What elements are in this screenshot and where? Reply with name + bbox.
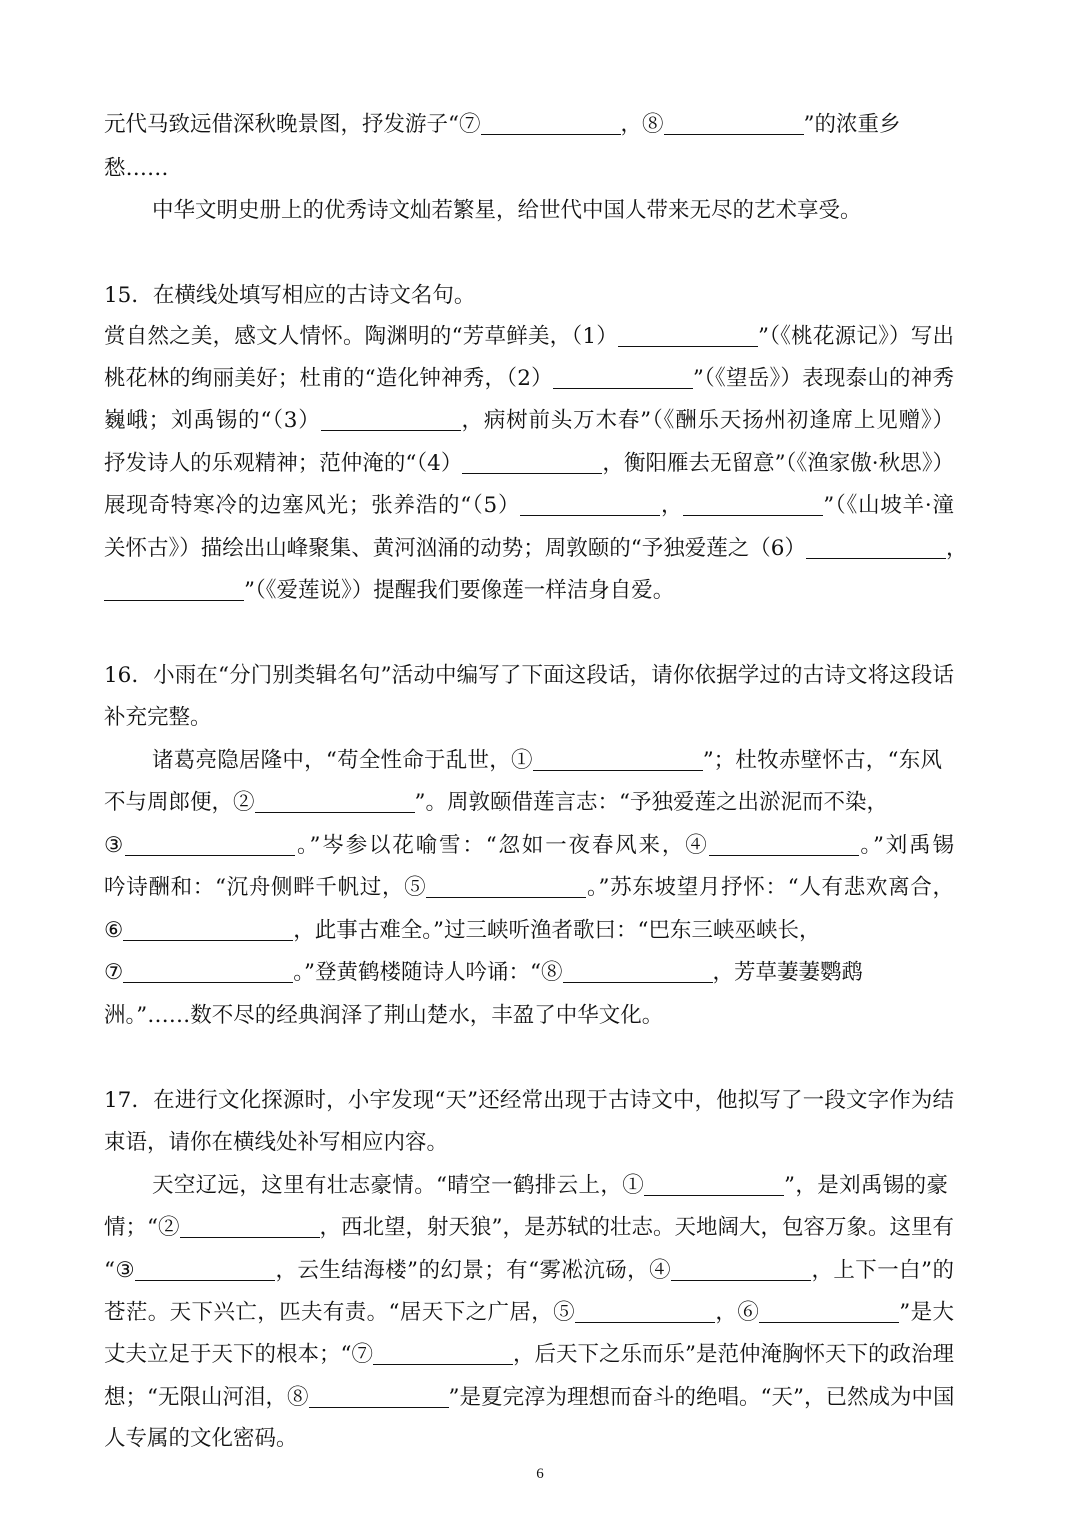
answer-blank-4[interactable] bbox=[709, 833, 859, 856]
q15-line-3: 巍峨；刘禹锡的“（3） ，病树前头万木春”（《酬乐天扬州初逢席上见赠》） bbox=[104, 408, 954, 433]
q15-title: 15．在横线处填写相应的古诗文名句。 bbox=[104, 283, 476, 308]
page-number: 6 bbox=[536, 1466, 544, 1482]
answer-blank-2[interactable] bbox=[180, 1215, 320, 1238]
answer-blank-8[interactable] bbox=[309, 1385, 449, 1408]
q16-line-4: 吟诗酬和：“沉舟侧畔千帆过，⑤ 。”苏东坡望月抒怀：“人有悲欢离合， bbox=[104, 875, 954, 900]
answer-blank[interactable] bbox=[664, 112, 804, 135]
q16-line-3: ③ 。”岑参以花喻雪：“忽如一夜春风来，④ 。”刘禹锡 bbox=[104, 833, 954, 858]
q17-line-4: 苍茫。天下兴亡，匹夫有责。“居天下之广居，⑤ ，⑥ ”是大 bbox=[104, 1300, 954, 1325]
answer-blank-8[interactable] bbox=[563, 960, 713, 983]
answer-blank-3[interactable] bbox=[135, 1258, 275, 1281]
q15-line-2: 桃花林的绚丽美好；杜甫的“造化钟神秀，（2） ”（《望岳》）表现泰山的神秀 bbox=[104, 366, 954, 391]
answer-blank-1[interactable] bbox=[644, 1173, 784, 1196]
answer-blank-7[interactable] bbox=[123, 960, 293, 983]
q15-line-1: 赏自然之美，感文人情怀。陶渊明的“芳草鲜美，（1） ”（《桃花源记》）写出 bbox=[104, 324, 954, 349]
q17-line-1: 天空辽远，这里有壮志豪情。“晴空一鹤排云上，① ”，是刘禹锡的豪 bbox=[152, 1173, 948, 1198]
q16-line-1: 诸葛亮隐居隆中，“苟全性命于乱世，① ”；杜牧赤壁怀古，“东风 bbox=[152, 748, 942, 773]
q15-line-6: 关怀古》）描绘出山峰聚集、黄河汹涌的动势；周敦颐的“予独爱莲之（6） ， bbox=[104, 536, 968, 561]
answer-blank-6[interactable] bbox=[759, 1300, 899, 1323]
q17-line-3: “③ ，云生结海楼”的幻景；有“雾凇沆砀，④ ，上下一白”的 bbox=[104, 1258, 954, 1283]
q16-line-5: ⑥ ，此事古难全。”过三峡听渔者歌曰：“巴东三峡巫峡长， bbox=[104, 918, 821, 943]
q16-title-line-1: 16．小雨在“分门别类辑名句”活动中编写了下面这段话，请你依据学过的古诗文将这段话 bbox=[104, 663, 954, 688]
answer-blank-5a[interactable] bbox=[520, 493, 660, 516]
q17-title-line-2: 束语，请你在横线处补写相应内容。 bbox=[104, 1130, 449, 1155]
q17-line-5: 丈夫立足于天下的根本；“⑦ ，后天下之乐而乐”是范仲淹胸怀天下的政治理 bbox=[104, 1342, 954, 1367]
answer-blank-6[interactable] bbox=[123, 918, 293, 941]
answer-blank-3[interactable] bbox=[125, 833, 295, 856]
answer-blank-2[interactable] bbox=[553, 366, 693, 389]
answer-blank-7[interactable] bbox=[373, 1342, 513, 1365]
answer-blank-5[interactable] bbox=[575, 1300, 715, 1323]
q17-line-2: 情；“② ，西北望，射天狼”，是苏轼的壮志。天地阔大，包容万象。这里有 bbox=[104, 1215, 954, 1240]
q17-line-6: 想；“无限山河泪，⑧ ”是夏完淳为理想而奋斗的绝唱。“天”，已然成为中国 bbox=[104, 1385, 955, 1410]
answer-blank-6a[interactable] bbox=[806, 536, 946, 559]
q16-line-6: ⑦ 。”登黄鹤楼随诗人吟诵：“⑧ ，芳草萋萋鹦鹉 bbox=[104, 960, 864, 985]
q16-line-7: 洲。”……数不尽的经典润泽了荆山楚水，丰盈了中华文化。 bbox=[104, 1003, 664, 1028]
answer-blank-5b[interactable] bbox=[683, 493, 823, 516]
answer-blank-4[interactable] bbox=[671, 1258, 811, 1281]
answer-blank-6b[interactable] bbox=[104, 578, 244, 601]
q15-line-7: ”（《爱莲说》）提醒我们要像莲一样洁身自爱。 bbox=[104, 576, 954, 606]
q15-line-4: 抒发诗人的乐观精神；范仲淹的“（4） ，衡阳雁去无留意”（《渔家傲·秋思》） bbox=[104, 451, 954, 476]
intro-line-2: 愁…… bbox=[104, 156, 169, 181]
q15-line-5: 展现奇特寒冷的边塞风光；张养浩的“（5） ， ”（《山坡羊·潼 bbox=[104, 493, 954, 518]
intro-line-1: 元代马致远借深秋晚景图，抒发游子“⑦ ，⑧ ”的浓重乡 bbox=[104, 112, 901, 137]
answer-blank-1[interactable] bbox=[618, 324, 758, 347]
q16-title-line-2: 补充完整。 bbox=[104, 705, 212, 730]
intro-line-3: 中华文明史册上的优秀诗文灿若繁星，给世代中国人带来无尽的艺术享受。 bbox=[152, 198, 862, 223]
answer-blank-2[interactable] bbox=[255, 790, 415, 813]
answer-blank-3[interactable] bbox=[321, 408, 461, 431]
q17-title-line-1: 17．在进行文化探源时，小宇发现“天”还经常出现于古诗文中，他拟写了一段文字作为结 bbox=[104, 1088, 954, 1113]
answer-blank-4[interactable] bbox=[462, 451, 602, 474]
answer-blank-5[interactable] bbox=[426, 875, 586, 898]
q17-line-7: 人专属的文化密码。 bbox=[104, 1426, 298, 1451]
answer-blank[interactable] bbox=[481, 112, 621, 135]
answer-blank-1[interactable] bbox=[533, 748, 703, 771]
q16-line-2: 不与周郎便，② ”。周敦颐借莲言志：“予独爱莲之出淤泥而不染， bbox=[104, 790, 889, 815]
